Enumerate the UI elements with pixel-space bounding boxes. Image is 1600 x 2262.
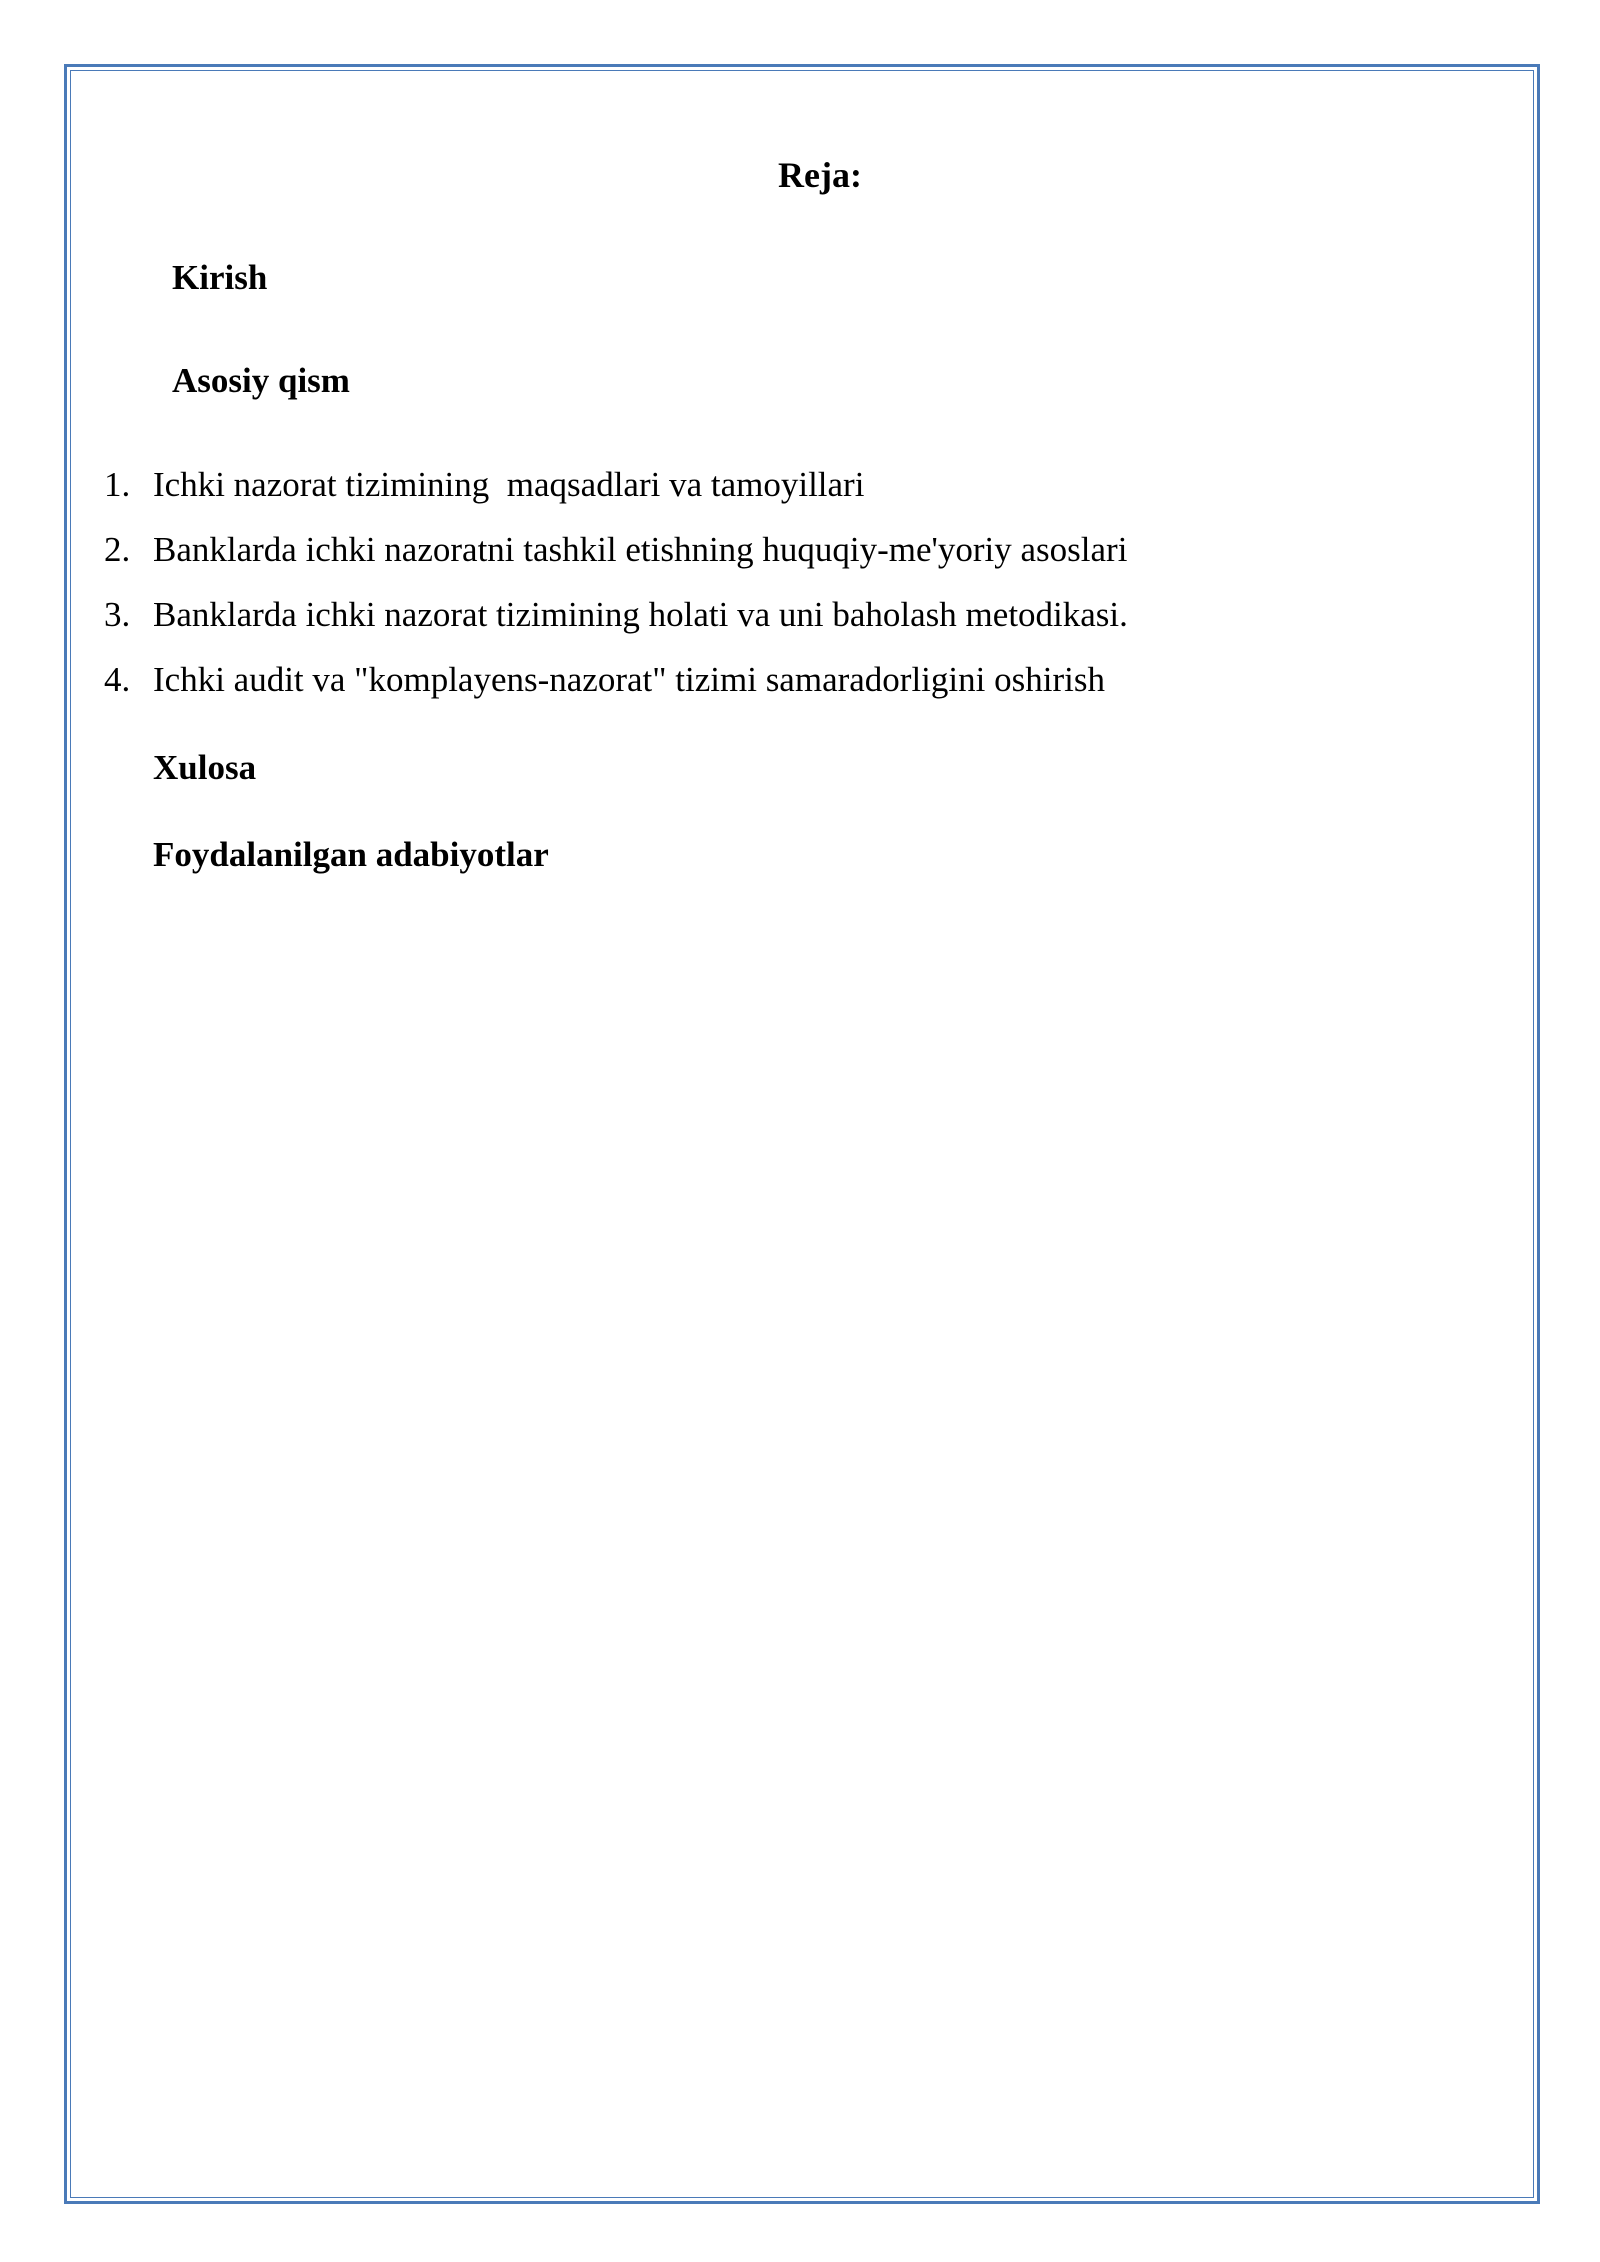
plan-list — [0, 460, 1400, 720]
plan-item-number: 3. — [104, 595, 131, 634]
main-part-heading: Asosiy qism — [172, 361, 350, 400]
intro-heading: Kirish — [172, 258, 268, 297]
plan-item-text: Banklarda ichki nazorat tizimining holati va uni baholash metodikasi. — [153, 595, 1128, 634]
plan-item-number: 2. — [104, 530, 131, 569]
plan-item-text: Ichki nazorat tizimining maqsadlari va tamoyillari — [153, 465, 865, 504]
plan-item-1 — [0, 460, 1400, 525]
plan-item-4 — [0, 655, 1400, 720]
plan-item-2 — [0, 525, 1400, 590]
conclusion-heading: Xulosa — [153, 748, 257, 787]
plan-item-text: Ichki audit va "komplayens-nazorat" tizimi samaradorligini oshirish — [153, 660, 1105, 699]
references-heading: Foydalanilgan adabiyotlar — [153, 835, 549, 874]
plan-item-3 — [0, 590, 1400, 655]
plan-item-text: Banklarda ichki nazoratni tashkil etishning huquqiy-me'yoriy asoslari — [153, 530, 1128, 569]
page-title: Reja: — [778, 155, 862, 195]
plan-item-number: 4. — [104, 660, 131, 699]
plan-item-number: 1. — [104, 465, 131, 504]
